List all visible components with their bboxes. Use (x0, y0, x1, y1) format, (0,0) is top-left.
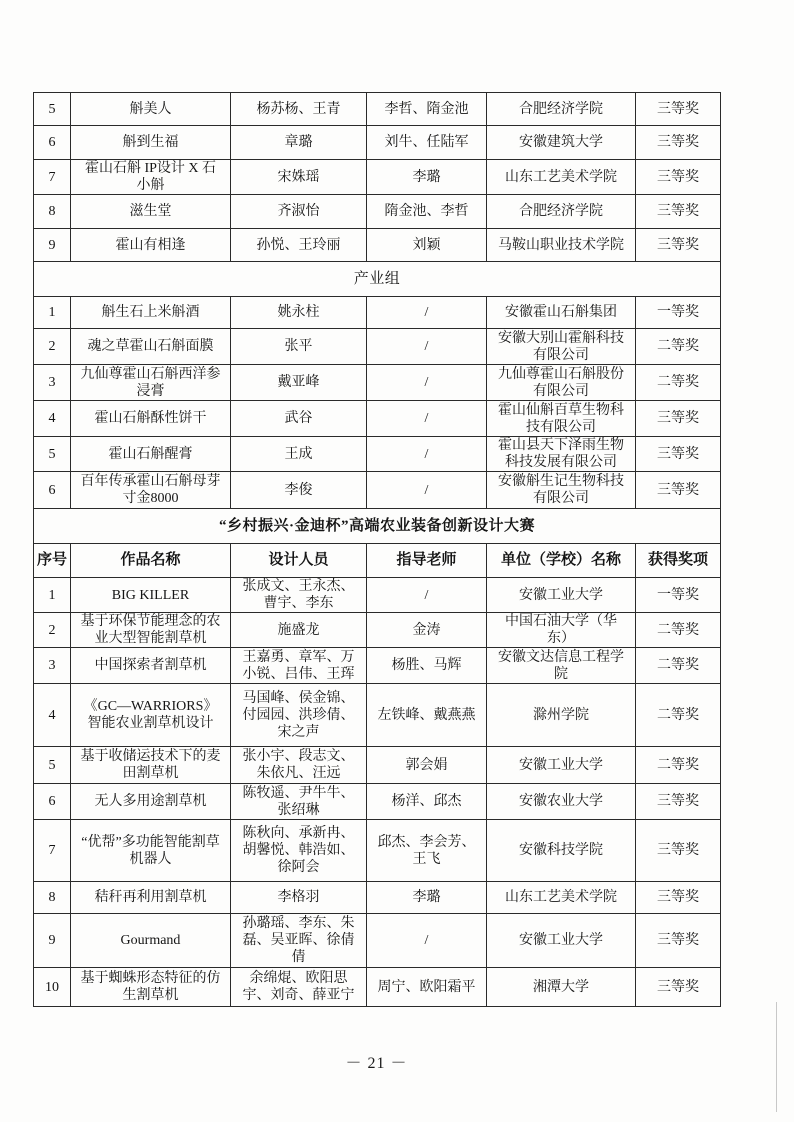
designers-cell: 陈牧遥、尹牛牛、张绍琳 (231, 784, 367, 820)
work-name-cell: 霍山石斛 IP设计 X 石小斛 (71, 160, 231, 195)
designers-cell: 杨苏杨、王青 (231, 93, 367, 126)
table-row (34, 613, 721, 648)
serial-number-cell: 10 (34, 968, 71, 1007)
advisors-cell: 周宁、欧阳霜平 (367, 968, 487, 1007)
advisors-cell: / (367, 297, 487, 329)
unit-name-cell: 马鞍山职业技术学院 (487, 229, 636, 262)
advisors-cell: 杨洋、邱杰 (367, 784, 487, 820)
advisors-cell: / (367, 472, 487, 509)
work-name-cell: 霍山有相逢 (71, 229, 231, 262)
serial-number-cell: 5 (34, 747, 71, 784)
award-table (33, 92, 721, 1007)
serial-number-cell: 4 (34, 401, 71, 437)
unit-name-cell: 安徽霍山石斛集团 (487, 297, 636, 329)
award-cell: 三等奖 (636, 784, 721, 820)
work-name-cell: 《GC—WARRIORS》智能农业割草机设计 (71, 684, 231, 747)
work-name-cell: Gourmand (71, 914, 231, 968)
serial-number-cell: 7 (34, 820, 71, 882)
work-name-cell: 斛到生福 (71, 126, 231, 160)
column-header-unit: 单位（学校）名称 (487, 544, 636, 578)
unit-name-cell: 安徽农业大学 (487, 784, 636, 820)
designers-cell: 施盛龙 (231, 613, 367, 648)
table-row (34, 160, 721, 195)
award-cell: 三等奖 (636, 968, 721, 1007)
column-header-work: 作品名称 (71, 544, 231, 578)
award-cell: 一等奖 (636, 578, 721, 613)
award-cell: 三等奖 (636, 401, 721, 437)
work-name-cell: 百年传承霍山石斛母芽寸金8000 (71, 472, 231, 509)
unit-name-cell: 安徽文达信息工程学院 (487, 648, 636, 684)
award-cell: 三等奖 (636, 882, 721, 914)
serial-number-cell: 3 (34, 365, 71, 401)
designers-cell: 章璐 (231, 126, 367, 160)
unit-name-cell: 安徽大别山霍斛科技有限公司 (487, 329, 636, 365)
work-name-cell: 斛美人 (71, 93, 231, 126)
work-name-cell: 基于环保节能理念的农业大型智能割草机 (71, 613, 231, 648)
advisors-cell: / (367, 914, 487, 968)
designers-cell: 张成文、王永杰、曹宇、李东 (231, 578, 367, 613)
unit-name-cell: 安徽建筑大学 (487, 126, 636, 160)
designers-cell: 齐淑怡 (231, 195, 367, 229)
serial-number-cell: 5 (34, 437, 71, 472)
work-name-cell: 魂之草霍山石斛面膜 (71, 329, 231, 365)
work-name-cell: 秸秆再利用割草机 (71, 882, 231, 914)
advisors-cell: 邱杰、李会芳、王飞 (367, 820, 487, 882)
designers-cell: 戴亚峰 (231, 365, 367, 401)
award-cell: 三等奖 (636, 820, 721, 882)
serial-number-cell: 9 (34, 229, 71, 262)
table-row (34, 472, 721, 509)
serial-number-cell: 6 (34, 784, 71, 820)
unit-name-cell: 合肥经济学院 (487, 93, 636, 126)
award-cell: 三等奖 (636, 195, 721, 229)
table-row (34, 126, 721, 160)
column-header-no: 序号 (34, 544, 71, 578)
award-cell: 三等奖 (636, 160, 721, 195)
award-cell: 二等奖 (636, 613, 721, 648)
work-name-cell: 基于收储运技术下的麦田割草机 (71, 747, 231, 784)
table-row (34, 914, 721, 968)
unit-name-cell: 安徽工业大学 (487, 747, 636, 784)
designers-cell: 张小宇、段志文、朱依凡、汪远 (231, 747, 367, 784)
award-cell: 二等奖 (636, 365, 721, 401)
award-cell: 二等奖 (636, 747, 721, 784)
table-row (34, 329, 721, 365)
designers-cell: 姚永柱 (231, 297, 367, 329)
table-row (34, 882, 721, 914)
serial-number-cell: 7 (34, 160, 71, 195)
table-row (34, 229, 721, 262)
advisors-cell: 李哲、隋金池 (367, 93, 487, 126)
work-name-cell: 斛生石上米斛酒 (71, 297, 231, 329)
work-name-cell: “优帮”多功能智能割草机器人 (71, 820, 231, 882)
work-name-cell: 霍山石斛醒膏 (71, 437, 231, 472)
unit-name-cell: 滁州学院 (487, 684, 636, 747)
serial-number-cell: 8 (34, 195, 71, 229)
award-cell: 三等奖 (636, 472, 721, 509)
designers-cell: 张平 (231, 329, 367, 365)
table-header-row (34, 544, 721, 578)
serial-number-cell: 1 (34, 297, 71, 329)
scan-edge-line (776, 1002, 777, 1112)
table-row (34, 684, 721, 747)
unit-name-cell: 安徽工业大学 (487, 578, 636, 613)
award-cell: 三等奖 (636, 229, 721, 262)
table-row (34, 648, 721, 684)
column-header-award: 获得奖项 (636, 544, 721, 578)
unit-name-cell: 霍山仙斛百草生物科技有限公司 (487, 401, 636, 437)
serial-number-cell: 6 (34, 126, 71, 160)
designers-cell: 陈秋向、承新冉、胡馨悦、韩浩如、徐阿会 (231, 820, 367, 882)
table-row (34, 784, 721, 820)
work-name-cell: 基于蜘蛛形态特征的仿生割草机 (71, 968, 231, 1007)
unit-name-cell: 合肥经济学院 (487, 195, 636, 229)
advisors-cell: / (367, 401, 487, 437)
work-name-cell: BIG KILLER (71, 578, 231, 613)
unit-name-cell: 安徽科技学院 (487, 820, 636, 882)
award-cell: 三等奖 (636, 126, 721, 160)
unit-name-cell: 山东工艺美术学院 (487, 160, 636, 195)
table-row (34, 195, 721, 229)
advisors-cell: 郭会娟 (367, 747, 487, 784)
column-header-advisors: 指导老师 (367, 544, 487, 578)
designers-cell: 王成 (231, 437, 367, 472)
serial-number-cell: 5 (34, 93, 71, 126)
designers-cell: 余绵焜、欧阳思宇、刘奇、薛亚宁 (231, 968, 367, 1007)
table-row (34, 578, 721, 613)
work-name-cell: 滋生堂 (71, 195, 231, 229)
advisors-cell: 刘牛、任陆军 (367, 126, 487, 160)
unit-name-cell: 九仙尊霍山石斛股份有限公司 (487, 365, 636, 401)
award-cell: 二等奖 (636, 648, 721, 684)
designers-cell: 李格羽 (231, 882, 367, 914)
designers-cell: 孙悦、王玲丽 (231, 229, 367, 262)
work-name-cell: 中国探索者割草机 (71, 648, 231, 684)
unit-name-cell: 安徽工业大学 (487, 914, 636, 968)
designers-cell: 孙璐瑶、李东、朱磊、吴亚晖、徐倩倩 (231, 914, 367, 968)
designers-cell: 宋姝瑶 (231, 160, 367, 195)
unit-name-cell: 湘潭大学 (487, 968, 636, 1007)
award-cell: 三等奖 (636, 437, 721, 472)
table-row (34, 747, 721, 784)
award-table-body (34, 93, 721, 1007)
award-cell: 三等奖 (636, 914, 721, 968)
work-name-cell: 霍山石斛酥性饼干 (71, 401, 231, 437)
industry-group-heading: 产业组 (34, 262, 721, 297)
serial-number-cell: 1 (34, 578, 71, 613)
award-cell: 一等奖 (636, 297, 721, 329)
serial-number-cell: 8 (34, 882, 71, 914)
designers-cell: 马国峰、侯金锦、付园园、洪珍倩、宋之声 (231, 684, 367, 747)
serial-number-cell: 9 (34, 914, 71, 968)
table-row (34, 968, 721, 1007)
serial-number-cell: 3 (34, 648, 71, 684)
designers-cell: 武谷 (231, 401, 367, 437)
advisors-cell: / (367, 365, 487, 401)
table-row (34, 820, 721, 882)
serial-number-cell: 2 (34, 613, 71, 648)
table-row (34, 401, 721, 437)
advisors-cell: / (367, 578, 487, 613)
advisors-cell: 刘颖 (367, 229, 487, 262)
advisors-cell: / (367, 437, 487, 472)
advisors-cell: 金涛 (367, 613, 487, 648)
award-cell: 二等奖 (636, 684, 721, 747)
advisors-cell: 隋金池、李哲 (367, 195, 487, 229)
award-cell: 二等奖 (636, 329, 721, 365)
page-number: － 21 － (345, 1055, 408, 1072)
designers-cell: 王嘉勇、章军、万小锐、吕伟、王珲 (231, 648, 367, 684)
table-row (34, 365, 721, 401)
table-row (34, 93, 721, 126)
advisors-cell: 李璐 (367, 882, 487, 914)
industry-group-heading-row (34, 262, 721, 297)
award-cell: 三等奖 (636, 93, 721, 126)
serial-number-cell: 4 (34, 684, 71, 747)
competition-title-row (34, 509, 721, 544)
table-row (34, 297, 721, 329)
unit-name-cell: 霍山县天下泽雨生物科技发展有限公司 (487, 437, 636, 472)
advisors-cell: 李璐 (367, 160, 487, 195)
serial-number-cell: 2 (34, 329, 71, 365)
designers-cell: 李俊 (231, 472, 367, 509)
unit-name-cell: 中国石油大学（华东） (487, 613, 636, 648)
column-header-designers: 设计人员 (231, 544, 367, 578)
unit-name-cell: 安徽斛生记生物科技有限公司 (487, 472, 636, 509)
work-name-cell: 九仙尊霍山石斛西洋参浸膏 (71, 365, 231, 401)
advisors-cell: 左铁峰、戴燕燕 (367, 684, 487, 747)
unit-name-cell: 山东工艺美术学院 (487, 882, 636, 914)
serial-number-cell: 6 (34, 472, 71, 509)
competition-title: “乡村振兴·金迪杯”高端农业装备创新设计大赛 (34, 509, 721, 544)
work-name-cell: 无人多用途割草机 (71, 784, 231, 820)
advisors-cell: 杨胜、马辉 (367, 648, 487, 684)
table-row (34, 437, 721, 472)
advisors-cell: / (367, 329, 487, 365)
